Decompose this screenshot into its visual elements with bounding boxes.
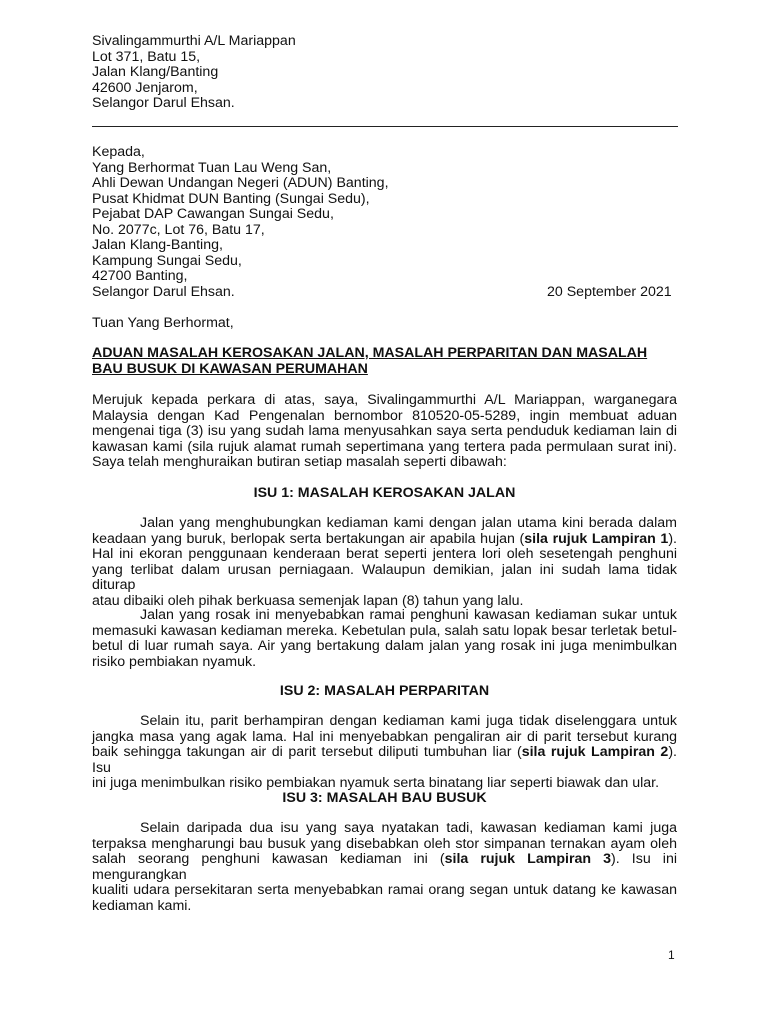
recipient-line: 42700 Banting,: [92, 268, 188, 284]
sender-address: [92, 34, 677, 112]
letter-date: 20 September 2021: [547, 284, 672, 300]
sender-line: 42600 Jenjarom,: [92, 79, 198, 96]
recipient-line: No. 2077c, Lot 76, Batu 17,: [92, 221, 265, 238]
recipient-line: Kepada,: [92, 144, 145, 160]
page-number: 1: [668, 948, 675, 962]
subject-heading: [92, 346, 677, 377]
sender-line: Lot 371, Batu 15,: [92, 48, 201, 65]
issue-1-heading: ISU 1: MASALAH KEROSAKAN JALAN: [253, 485, 516, 501]
issue-1-paragraph-2: Jalan yang rosak ini menyebabkan ramai penghuni kawasan kediaman sukar untuk memasuki kawasan kediaman mereka. Kebetulan pula, salah satu lopak besar terletak betul- betul di luar rumah saya. Air yang bertakung dalam jalan yang rosak ini juga menimbulkan risiko pembiakan nyamuk.: [92, 607, 677, 670]
issue-2-paragraph: Selain itu, parit berhampiran dengan kediaman kami juga tidak diselenggara untuk jangka masa yang agak lama. Hal ini menyebabkan pengaliran air di parit tersebut kurang baik sehingga takungan air di parit tersebut diliputi tumbuhan liar (sila rujuk Lampiran 2). Isu ini juga menimbulkan risiko pembiakan nyamuk serta binatang liar seperti biawak dan ular.: [92, 713, 677, 791]
issue-3-paragraph: Selain daripada dua isu yang saya nyatakan tadi, kawasan kediaman kami juga terpaksa mengharungi bau busuk yang disebabkan oleh stor simpanan ternakan ayam oleh salah seorang penghuni kawasan kediaman ini (sila rujuk Lampiran 3). Isu ini mengurangkan kualiti udara persekitaran serta menyebabkan ramai orang segan untuk datang ke kawasan kediaman kami.: [92, 820, 678, 914]
issue-1-paragraph-1: Jalan yang menghubungkan kediaman kami dengan jalan utama kini berada dalam keadaan yang buruk, berlopak serta bertakungan air apabila hujan (sila rujuk Lampiran 1). Hal ini ekoran penggunaan kenderaan berat seperti jentera lori oleh sesetengah penghuni yang terlibat dalam urusan perniagaan. Walaupun demikian, jalan ini sudah lama tidak diturap atau dibaiki oleh pihak berkuasa semenjak lapan (8) tahun yang lalu.: [92, 515, 677, 609]
recipient-line: Yang Berhormat Tuan Lau Weng San,: [92, 159, 332, 176]
subject-line: BAU BUSUK DI KAWASAN PERUMAHAN: [92, 360, 368, 377]
recipient-address: [92, 145, 677, 300]
recipient-line: Selangor Darul Ehsan.: [92, 283, 235, 300]
recipient-line: Pusat Khidmat DUN Banting (Sungai Sedu),: [92, 190, 370, 207]
recipient-line: Pejabat DAP Cawangan Sungai Sedu,: [92, 206, 334, 222]
lampiran-3-ref: sila rujuk Lampiran 3: [444, 851, 612, 867]
lampiran-1-ref: sila rujuk Lampiran 1: [524, 530, 669, 547]
recipient-line: Ahli Dewan Undangan Negeri (ADUN) Banting,: [92, 175, 389, 191]
issue-3-heading: ISU 3: MASALAH BAU BUSUK: [282, 790, 487, 806]
lampiran-2-ref: sila rujuk Lampiran 2: [521, 744, 669, 760]
sender-line: Selangor Darul Ehsan.: [92, 95, 235, 111]
recipient-line: Jalan Klang-Banting,: [92, 237, 223, 253]
header-divider: [92, 126, 678, 127]
issue-2-heading: ISU 2: MASALAH PERPARITAN: [279, 683, 490, 699]
intro-paragraph: Merujuk kepada perkara di atas, saya, Sivalingammurthi A/L Mariappan, warganegara Malaysia dengan Kad Pengenalan bernombor 810520-05-5289, ingin membuat aduan mengenai tiga (3) isu yang sudah lama menyusahkan saya serta penduduk kediaman lain di kawasan kami (sila rujuk alamat rumah sepertimana yang tertera pada permulaan surat ini). Saya telah menghuraikan butiran setiap masalah seperti dibawah:: [92, 392, 677, 470]
subject-line: ADUAN MASALAH KEROSAKAN JALAN, MASALAH PERPARITAN DAN MASALAH: [92, 345, 648, 361]
recipient-line: Kampung Sungai Sedu,: [92, 252, 242, 269]
sender-name: Sivalingammurthi A/L Mariappan: [92, 33, 296, 49]
sender-line: Jalan Klang/Banting: [92, 64, 219, 80]
salutation: Tuan Yang Berhormat,: [92, 315, 234, 331]
